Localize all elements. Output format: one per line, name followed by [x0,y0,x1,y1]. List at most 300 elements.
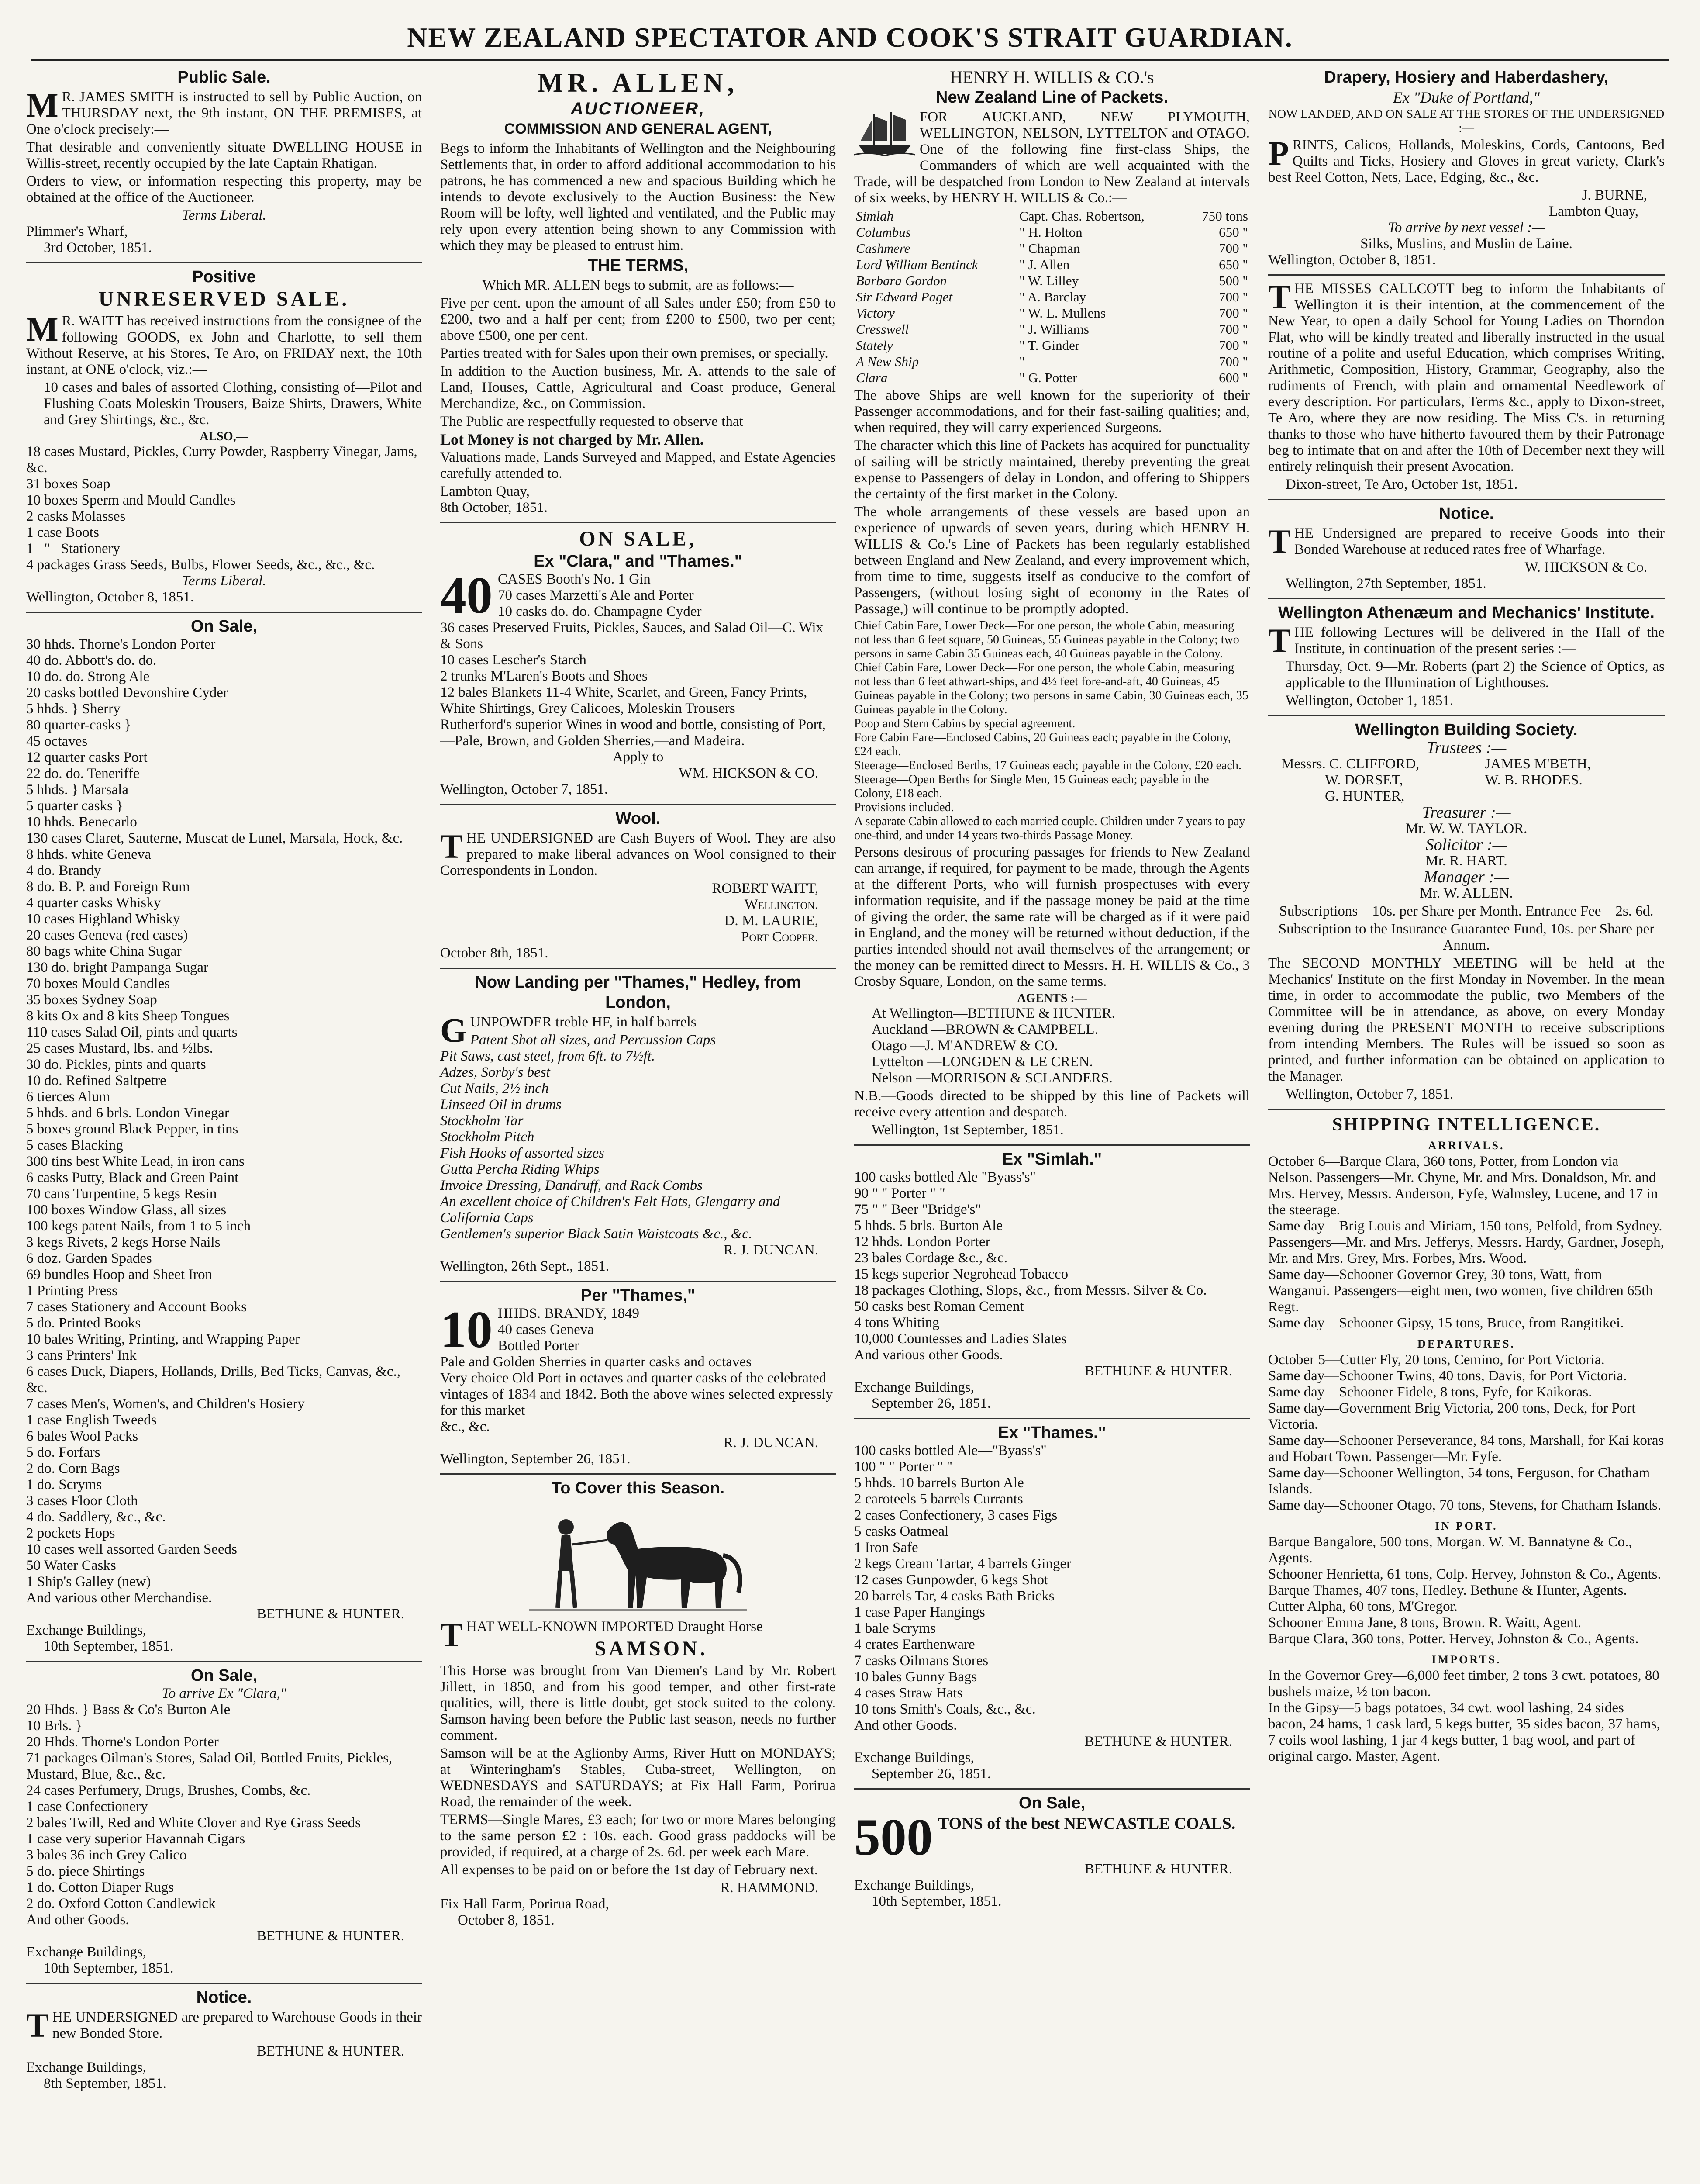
ad-signature: ROBERT WAITT, [712,881,818,896]
list-item: 18 packages Clothing, Slops, &c., from Messrs. Silver & Co. [854,1282,1207,1298]
in-port-list [1268,1534,1665,1647]
ship-name: Simlah [856,208,894,224]
list-item: 10 cases Highland Whisky [26,911,180,927]
imports-list [1268,1668,1665,1765]
ad-body: The Public are respectfully requested to observe that [440,414,743,429]
subsection-heading: DEPARTURES. [1417,1337,1515,1350]
list-item: 6 casks Putty, Black and Green Paint [26,1170,239,1185]
trustee: Messrs. C. CLIFFORD, [1281,756,1420,772]
ad-body: Lot Money is not charged by Mr. Allen. [440,431,704,448]
list-item: 40 cases Geneva [498,1322,594,1337]
ship-master: " W. Lilley [1019,273,1079,288]
list-item: 18 cases Mustard, Pickles, Curry Powder, Raspberry Vinegar, Jams, &c. [26,444,421,476]
ad-item-list [440,1322,836,1435]
column-4 [1259,64,1673,2184]
ad-body: Which MR. ALLEN begs to submit, are as follows:— [482,277,794,293]
list-item: Same day—Schooner Wellington, 54 tons, Ferguson, for Chatham Islands. [1268,1465,1654,1497]
arrivals-list [1268,1154,1668,1331]
ad-heading: ON SALE, [579,527,697,550]
ad-body: That desirable and conveniently situate DWELLING HOUSE in Willis-street, recently occupied by the late Captain Rhatigan. [26,139,422,171]
trustee: G. HUNTER, [1325,788,1405,804]
ad-athenaeum [1268,599,1665,716]
list-item: Pale and Golden Sherries in quarter casks and octaves [440,1354,752,1370]
list-item: Very choice Old Port in octaves and quarter casks of the celebrated vintages of 1834 and 1842. Both the above wines selected expressly for this market [440,1370,837,1418]
list-item: 2 cases Confectionery, 3 cases Figs [854,1507,1058,1523]
ad-date: 8th September, 1851. [44,2076,166,2091]
ad-body: TERMS—Single Mares, £3 each; for two or more Mares belonging to the same person £2 : 10s. each. Good grass paddocks will be provided, if required, at a charge of 2s. 6d. per week each Mare. [440,1812,836,1860]
list-item: 35 boxes Sydney Soap [26,992,157,1008]
list-item: 3 cans Printers' Ink [26,1348,137,1363]
ad-body: This Horse was brought from Van Diemen's Land by Mr. Robert Jillett, in 1850, and from his good temper, and other first-rate qualities, will, there is little doubt, get stock suited to the colony. Samson having been before the Public last season, needs no further comment. [440,1663,836,1743]
ad-date: September 26, 1851. [872,1396,991,1411]
ship-master: " T. Ginder [1019,338,1080,353]
list-item: 30 do. Pickles, pints and quarts [26,1057,206,1072]
ad-arrive-items: Silks, Muslins, and Muslin de Laine. [1360,236,1572,252]
list-item: 5 boxes ground Black Pepper, in tins [26,1121,238,1137]
list-item: Nelson —MORRISON & SCLANDERS. [872,1070,1113,1086]
ad-apply: Apply to [612,749,664,765]
list-item: 130 cases Claret, Sauterne, Muscat de Lunel, Marsala, Hock, &c. [26,830,403,846]
ad-per-thames [440,1282,836,1475]
list-item: Same day—Government Brig Victoria, 200 tons, Deck, for Port Victoria. [1268,1400,1639,1432]
list-item: 5 hhds. 10 barrels Burton Ale [854,1475,1024,1491]
ad-date: October 8th, 1851. [440,945,548,961]
list-item: 5 hhds. } Marsala [26,782,128,798]
list-item: 36 cases Preserved Fruits, Pickles, Sauces, and Salad Oil—C. Wix & Sons [440,620,827,652]
ad-unreserved-sale [26,263,422,613]
ad-body: In addition to the Auction business, Mr. A. attends to the sale of Land, Houses, Cattle, Agricultural and Coast produce, General Merchandize, &c., on Commission. [440,363,836,411]
list-item: 10 tons Smith's Coals, &c., &c. [854,1701,1036,1717]
ship-row [854,224,1250,240]
list-item: 15 kegs superior Negrohead Tobacco [854,1266,1069,1282]
ad-body: The whole arrangements of these vessels are based upon an experience of upwards of seven years, during which HENRY H. WILLIS & Co.'s Line of Packets has been regularly established between England and New Zealand, and every improvement which, from time to time, suggests itself as conducive to the comfort of Passengers, (without losing sight of economy in the Rates of Passage,) will continue to be promptly adopted. [854,504,1250,617]
ad-body: Samson will be at the Aglionby Arms, River Hutt on MONDAYS; at Winteringham's Stables, Cuba-street, Wellington, on WEDNESDAYS and SATURDAYS; at Fix Hall Farm, Porirua Road, the remainder of the week. [440,1745,836,1810]
ad-signature-place: Wellington. [744,897,818,912]
list-item: Same day—Schooner Twins, 40 tons, Davis, for Port Victoria. [1268,1368,1627,1384]
list-item: 80 bags white China Sugar [26,943,182,959]
ad-hickson-notice [1268,500,1665,599]
ad-subheading: To arrive Ex "Clara," [162,1686,286,1701]
ad-signature: R. J. DUNCAN. [723,1242,818,1258]
subsection-heading: IMPORTS. [1431,1653,1501,1666]
ship-tonnage: 500 " [1219,273,1248,288]
ad-body: Begs to inform the Inhabitants of Wellington and the Neighbouring Settlements that, in order to afford additional accommodation to his patrons, he has commenced a new and spacious Building which he intends to devote exclusively to the Auction Business: the New Room will be lofty, well lighted and ventilated, and the Public may rely upon every attention being shown to any Commission with which they may be pleased to entrust him. [440,141,836,253]
list-item: 69 bundles Hoop and Sheet Iron [26,1267,213,1282]
ad-place: Exchange Buildings, [854,1877,974,1893]
list-item: 70 boxes Mould Candles [26,976,170,992]
list-item: Schooner Henrietta, 61 tons, Colp. Hervey, Johnston & Co., Agents. [1268,1566,1661,1582]
list-item: 3 cases Floor Cloth [26,1493,138,1509]
list-item: 6 tierces Alum [26,1089,110,1105]
ad-body: GUNPOWDER treble HF, in half barrels [440,1011,697,1049]
list-item: Gentlemen's superior Black Satin Waistcoats &c., &c. [440,1226,752,1242]
ad-signature: BETHUNE & HUNTER. [1084,1861,1232,1877]
list-item: Poop and Stern Cabins by special agreement. [854,717,1076,730]
list-item: 4 tons Whiting [854,1315,940,1330]
ship-row [854,321,1250,337]
ad-signature: WM. HICKSON & CO. [679,765,818,781]
ship-row [854,240,1250,256]
list-item: And various other Goods. [854,1347,1003,1363]
list-item: 2 trunks M'Laren's Boots and Shoes [440,668,648,684]
ship-row [854,208,1250,224]
ship-tonnage: 600 " [1219,370,1248,385]
ad-signature: J. BURNE, [1582,187,1647,203]
list-item: Same day—Brig Louis and Miriam, 150 tons, Pelfold, from Sydney. Passengers—Mr. and Mrs. Jefferys, Messrs. Hardy, Gardner, Joseph, Mr. and Mrs. Grey, Mrs. Forbes, Mrs. Wood. [1268,1218,1668,1266]
ad-body: The SECOND MONTHLY MEETING will be held at the Mechanics' Institute on the first Monday in November. In the mean time, in order to accommodate the public, two Members of the Committee will be in attendance, as above, on every Monday evening during the PRESENT MONTH to receive subscriptions from intending Members. The Rules will be issued so soon as printed, and further information can be obtained on application to the Manager. [1268,955,1665,1084]
ad-date: Wellington, October 8, 1851. [26,589,194,605]
ad-callcott-school [1268,276,1665,500]
list-item: 100 boxes Window Glass, all sizes [26,1202,227,1218]
list-item: 90 " " Porter " " [854,1185,945,1201]
list-item: Linseed Oil in drums [440,1097,562,1113]
ad-date: Wellington, October 7, 1851. [1286,1086,1454,1102]
list-item: Schooner Emma Jane, 8 tons, Brown. R. Waitt, Agent. [1268,1615,1582,1631]
list-item: 12 hhds. London Porter [854,1234,990,1250]
ad-building-society [1268,716,1665,1110]
list-item: Same day—Schooner Governor Grey, 30 tons, Watt, from Wanganui. Passengers—eight men, two women, five children 65th Regt. [1268,1267,1657,1315]
treasurer-heading: Treasurer :— [1422,803,1511,822]
list-item: 10 do. Refined Saltpetre [26,1073,166,1089]
list-item: 5 do. Forfars [26,1444,100,1460]
ad-date: September 26, 1851. [872,1766,991,1782]
ad-heading: Wellington Athenæum and Mechanics' Institute. [1278,604,1655,622]
ad-place: Exchange Buildings, [854,1750,974,1766]
list-item: 71 packages Oilman's Stores, Salad Oil, Bottled Fruits, Pickles, Mustard, Blue, &c., &c. [26,1750,396,1782]
ship-name: Clara [856,370,888,385]
ad-intro: NOW LANDED, AND ON SALE AT THE STORES OF THE UNDERSIGNED :— [1268,107,1665,135]
list-item: CASES Booth's No. 1 Gin [498,571,651,587]
ad-date: 3rd October, 1851. [44,240,152,256]
ad-date: Wellington, 27th September, 1851. [1286,576,1486,591]
ad-item-list [854,1169,1250,1363]
list-item: Same day—Schooner Perseverance, 84 tons, Marshall, for Kai koras and Hobart Town. Passenger—Mr. Fyfe. [1268,1433,1668,1465]
list-item: 1 Iron Safe [854,1540,918,1555]
ad-willis-packets [854,64,1250,1146]
ad-heading: MR. ALLEN, [538,68,738,98]
ad-heading: On Sale, [190,1666,258,1685]
ad-body: Persons desirous of procuring passages for friends to New Zealand can arrange, if required, for payment to be made, through the Agents at the different Ports, who will furnish prospectuses with every information requisite, and if the passage money be paid at the time of giving the order, the same rate will be charged as if it were paid in England, and the money will be returned without deduction, if the parties intended should not avail themselves of the arrangement; or the money can be remitted direct to Messrs. H. H. WILLIS & Co., 3 Crosby Square, London, on the same terms. [854,844,1250,989]
big-number: 500 [854,1808,933,1866]
list-item: 2 bales Twill, Red and White Clover and Rye Grass Seeds [26,1815,361,1831]
big-number: 10 [440,1300,493,1358]
ad-body: MR. WAITT has received instructions from the consignee of the following GOODS, ex John and Charlotte, to sell them Without Reserve, at his Stores, Te Aro, on FRIDAY next, the 10th instant, at ONE o'clock, viz.:— [26,310,422,377]
ad-body: PRINTS, Calicos, Hollands, Moleskins, Cords, Cantoons, Bed Quilts and Ticks, Hosiery and Gloves in great variety, Clark's best Reel Cotton, Nets, Lace, Edging, &c., &c. [1268,134,1665,185]
horse-illustration-icon [524,1501,752,1614]
ad-signature: BETHUNE & HUNTER. [1084,1734,1232,1749]
list-item: Stockholm Tar [440,1113,524,1129]
list-item: 130 do. bright Pampanga Sugar [26,960,209,975]
list-item: Auckland —BROWN & CAMPBELL. [872,1022,1098,1037]
list-item: 5 hhds. and 6 brls. London Vinegar [26,1105,229,1121]
list-item: 10 bales Writing, Printing, and Wrapping Paper [26,1331,300,1347]
ad-date: 8th October, 1851. [440,500,548,515]
ad-heading: Now Landing per "Thames," Hedley, from London, [475,973,801,1012]
list-item: 8 kits Ox and 8 kits Sheep Tongues [26,1008,230,1024]
trustee: JAMES M'BETH, [1485,756,1591,772]
ad-date: Dixon-street, Te Aro, October 1st, 1851. [1286,477,1518,492]
list-item: 20 casks bottled Devonshire Cyder [26,685,228,701]
ship-row [854,305,1250,321]
ship-row [854,256,1250,273]
list-item: 1 bale Scryms [854,1621,936,1636]
ad-on-sale-clara-thames [440,523,836,805]
ship-row [854,273,1250,289]
treasurer: Mr. W. W. TAYLOR. [1405,821,1528,836]
ad-signature: D. M. LAURIE, [724,913,818,929]
ad-date: October 8, 1851. [458,1912,555,1928]
list-item: 80 quarter-casks } [26,717,131,733]
ship-name: Sir Edward Paget [856,289,953,304]
list-item: Pit Saws, cast steel, from 6ft. to 7½ft. [440,1048,655,1064]
list-item: 1 case Boots [26,525,99,540]
horse-engraving [440,1498,836,1617]
ad-place: Fix Hall Farm, Porirua Road, [440,1896,609,1912]
list-item: 4 packages Grass Seeds, Bulbs, Flower Seeds, &c., &c., &c. [26,557,375,573]
ad-body: The above Ships are well known for the superiority of their Passenger accommodations, and for their fast-sailing qualities; and, when required, they will carry experienced Surgeons. [854,387,1250,435]
list-item: 1 do. Cotton Diaper Rugs [26,1880,174,1895]
ship-tonnage: 650 " [1219,225,1248,240]
ship-name: Columbus [856,225,911,240]
ship-row [854,289,1250,305]
trustees-heading: Trustees :— [1426,739,1507,757]
ad-heading: Per "Thames," [580,1286,696,1305]
trustees-list [1268,756,1665,805]
list-item: 24 cases Perfumery, Drugs, Brushes, Combs, &c. [26,1783,311,1798]
solicitor-heading: Solicitor :— [1425,836,1507,854]
list-item: 7 cases Stationery and Account Books [26,1299,247,1315]
list-item: 20 barrels Tar, 4 casks Bath Bricks [854,1588,1055,1604]
list-item: 5 do. Printed Books [26,1315,141,1331]
list-item: 10,000 Countesses and Ladies Slates [854,1331,1067,1347]
list-item: 70 cases Marzetti's Ale and Porter [498,587,694,603]
list-item: 100 " " Porter " " [854,1459,953,1475]
list-item: 5 casks Oatmeal [854,1524,949,1539]
list-item: 30 hhds. Thorne's London Porter [26,636,216,652]
list-item: 4 quarter casks Whisky [26,895,161,911]
ad-place: Plimmer's Wharf, [26,224,128,239]
column-2 [431,64,845,2184]
list-item: 1 Ship's Galley (new) [26,1574,151,1590]
list-item: In the Governor Grey—6,000 feet timber, 2 tons 3 cwt. potatoes, 80 bushels maize, ½ ton bacon. [1268,1668,1663,1700]
agents-heading: AGENTS :— [1017,992,1087,1005]
list-item: Cut Nails, 2½ inch [440,1081,549,1096]
ad-body: THE following Lectures will be delivered in the Hall of the Institute, in continuation of the present series :— [1268,622,1665,660]
ad-on-sale-clara [26,1662,422,1984]
ship-tonnage: 700 " [1219,289,1248,304]
ship-tonnage: 700 " [1219,321,1248,337]
ad-now-landing [440,969,836,1282]
list-item: Steerage—Open Berths for Single Men, 15 Guineas each; payable in the Colony, £18 each. [854,773,1212,800]
ad-date: 10th September, 1851. [44,1638,174,1654]
ad-body: All expenses to be paid on or before the 1st day of February next. [440,1862,818,1878]
list-item: Fore Cabin Fare—Enclosed Cabins, 20 Guineas each; payable in the Colony, £24 each. [854,731,1234,758]
ad-signature: R. HAMMOND. [720,1880,818,1896]
ad-place: Exchange Buildings, [26,2060,146,2075]
column-3 [845,64,1259,2184]
ad-ex-simlah [854,1146,1250,1419]
list-item: 10 casks do. do. Champagne Cyder [498,604,702,619]
ad-heading: Ex "Simlah." [1002,1150,1102,1168]
list-item: 110 cases Salad Oil, pints and quarts [26,1024,238,1040]
list-item: 10 bales Gunny Bags [854,1669,977,1685]
ship-tonnage: 700 " [1219,241,1248,256]
list-item: Rutherford's superior Wines in wood and bottle, consisting of Port,—Pale, Brown, and Golden Sherries,—and Madeira. [440,717,826,749]
list-item: 1 Printing Press [26,1283,118,1299]
ad-place: Lambton Quay, [1549,204,1638,219]
list-item: October 6—Barque Clara, 360 tons, Potter, from London via Nelson. Passengers—Mr. Chyne, Mr. and Mrs. Donaldson, Mr. and Mrs. Hervey, Messrs. Anderson, Fyfe, Walmsley, Lucene, and 17 in the steerage. [1268,1154,1662,1218]
list-item: And other Goods. [26,1912,129,1928]
masthead: NEW ZEALAND SPECTATOR AND COOK'S STRAIT GUARDIAN. [31,16,1669,61]
ship-tonnage: 700 " [1219,305,1248,321]
ad-date: Wellington, 26th Sept., 1851. [440,1258,609,1274]
list-item: 1 case very superior Havannah Cigars [26,1831,245,1847]
ad-heading: HENRY H. WILLIS & CO.'s [950,67,1154,87]
ship-tonnage: 700 " [1219,354,1248,369]
ad-heading: On Sale, [1018,1794,1086,1812]
ship-name: Victory [856,305,895,321]
ad-item-list [26,1702,422,1928]
ad-body: Subscription to the Insurance Guarantee Fund, 10s. per Share per Annum. [1278,921,1655,953]
ad-body: THE MISSES CALLCOTT beg to inform the Inhabitants of Wellington it is their intention, at the commencement of the New Year, to open a daily School for Young Ladies on Thorndon Flat, who will be kindly treated and liberally instructed in the usual routine of a polite and useful Education, which comprises Writing, Arithmetic, Composition, History, Grammar, Geography, also the rudiments of French, with plain and ornamental Needlework of every description. For particulars, Terms &c., apply to Dixon-street, Te Aro, where they are now residing. The Miss C's. in returning thanks to those who have hitherto favoured them by their Patronage beg to intimate that on and after the 10th of December next they will entirely relinquish their present Avocation. [1268,278,1665,474]
list-item: And other Goods. [854,1717,957,1733]
ship-name: Cresswell [856,321,909,337]
ad-heading: Wool. [615,809,661,828]
list-item: 2 do. Oxford Cotton Candlewick [26,1896,216,1911]
ad-body: THE Undersigned are prepared to receive Goods into their Bonded Warehouse at reduced rates free of Wharfage. [1268,522,1665,560]
ad-body: Subscriptions—10s. per Share per Month. Entrance Fee—2s. 6d. [1279,903,1654,919]
ad-also: ALSO,— [200,430,248,443]
ad-signature: R. J. DUNCAN. [723,1435,818,1451]
list-item: Lyttelton —LONGDEN & LE CREN. [872,1054,1093,1070]
ship-master: " J. Williams [1019,321,1089,337]
manager: Mr. W. ALLEN. [1420,885,1513,901]
ad-item: 10 cases and bales of assorted Clothing, consisting of—Pilot and Flushing Coats Moleskin Trousers, Baize Shirts, Drawers, White and Grey Shirtings, &c., &c. [44,380,422,428]
list-item: 12 cases Gunpowder, 6 kegs Shot [854,1572,1048,1588]
list-item: 5 do. piece Shirtings [26,1863,145,1879]
horse-name: SAMSON. [594,1637,708,1660]
ad-body: THE UNDERSIGNED are Cash Buyers of Wool. They are also prepared to make liberal advances on Wool consigned to their Correspondents in London. [440,827,836,878]
list-item: 20 cases Geneva (red cases) [26,927,188,943]
ad-body: Five per cent. upon the amount of all Sales under £50; from £50 to £200, two and a half per cent; from £200 to £500, two per cent; above £500, one per cent. [440,295,836,343]
list-item: 10 cases well assorted Garden Seeds [26,1541,237,1557]
ad-date: 10th September, 1851. [44,1960,174,1976]
ad-heading: Wellington Building Society. [1355,721,1578,739]
ship-name: Cashmere [856,241,910,256]
ad-place: Lambton Quay, [440,484,530,499]
list-item: 5 quarter casks } [26,798,124,814]
list-item: 4 cases Straw Hats [854,1685,963,1701]
ad-heading: Ex "Thames." [998,1424,1106,1442]
list-item: 100 casks bottled Ale—"Byass's" [854,1443,1047,1458]
list-item: 1 do. Scryms [26,1477,102,1493]
solicitor: Mr. R. HART. [1425,853,1507,869]
ship-name: Barbara Gordon [856,273,947,288]
ad-body: The character which this line of Packets has acquired for punctuality of sailing will be strictly maintained, thereby preventing the great expense to Passengers of delay in London, and offering to Shippers the certainty of the first market in the Colony. [854,438,1250,502]
list-item: Same day—Schooner Otago, 70 tons, Stevens, for Chatham Islands. [1268,1497,1662,1513]
list-item: HHDS. BRANDY, 1849 [498,1306,639,1321]
ad-subheading: Ex "Duke of Portland," [1393,89,1540,106]
list-item: 75 " " Beer "Bridge's" [854,1202,981,1217]
list-item: 50 casks best Roman Cement [854,1299,1024,1314]
subsection-heading: IN PORT. [1435,1520,1498,1532]
ad-body: FOR AUCKLAND, NEW PLYMOUTH, WELLINGTON, NELSON, LYTTELTON and OTAGO. One of the following fine first-class Ships, the Commanders of which are well acquainted with the Trade, will be despatched from London to New Zealand at intervals of six weeks, by HENRY H. WILLIS & Co.:— [854,109,1250,206]
list-item: And various other Merchandise. [26,1590,212,1606]
list-item: Chief Cabin Fare, Lower Deck—For one person, the whole Cabin, measuring not less than 6 feet square, 50 Guineas, 55 Guineas payable in the Colony; two persons in same Cabin 35 Guineas each, 40 Guineas payable in the Colony. [854,619,1242,660]
ad-horse-samson [440,1475,836,1935]
list-item: Same day—Schooner Fidele, 8 tons, Fyfe, for Kaikoras. [1268,1384,1592,1400]
ship-row [854,370,1250,386]
ad-place: Exchange Buildings, [26,1622,146,1638]
list-item: 3 kegs Rivets, 2 kegs Horse Nails [26,1234,221,1250]
trustee: W. B. RHODES. [1485,772,1583,788]
list-item: An excellent choice of Children's Felt Hats, Glengarry and California Caps [440,1194,784,1226]
list-item: Otago —J. M'ANDREW & CO. [872,1038,1059,1054]
list-item: 1 case Paper Hangings [854,1604,985,1620]
list-item: 10 boxes Sperm and Mould Candles [26,492,236,508]
list-item: 6 cases Duck, Diapers, Hollands, Drills, Bed Ticks, Canvas, &c., &c. [26,1364,404,1396]
ad-arrive: To arrive by next vessel :— [1388,220,1545,235]
trustee: W. DORSET, [1325,772,1403,788]
ship-name: Stately [856,338,893,353]
ad-heading: To Cover this Season. [551,1479,725,1497]
list-item: Same day—Schooner Gipsy, 15 tons, Bruce, from Rangitikei. [1268,1315,1624,1331]
list-item: 7 cases Men's, Women's, and Children's Hosiery [26,1396,305,1412]
list-item: A separate Cabin allowed to each married couple. Children under 7 years to pay one-third, and under 14 years two-thirds Passage Money. [854,815,1248,842]
list-item: October 5—Cutter Fly, 20 tons, Cemino, for Port Victoria. [1268,1352,1605,1368]
list-item: 25 cases Mustard, lbs. and ½lbs. [26,1040,214,1056]
ship-list-table [854,208,1250,386]
ship-row [854,353,1250,370]
column-1 [17,64,431,2184]
list-item: 40 do. Abbott's do. do. [26,653,157,668]
list-item: 1 " Stationery [26,541,121,556]
list-item: 300 tins best White Lead, in iron cans [26,1154,245,1169]
ad-allen-auctioneer [440,64,836,523]
list-item: 22 do. do. Teneriffe [26,766,140,781]
ad-date: Wellington, September 26, 1851. [440,1451,631,1467]
list-item: 2 casks Molasses [26,508,126,524]
ad-subheading: AUCTIONEER, [570,99,706,118]
ad-heading: UNRESERVED SALE. [98,287,350,311]
list-item: 10 cases Lescher's Starch [440,652,586,668]
ship-engraving [854,110,915,162]
departures-list [1268,1352,1668,1514]
section-heading: SHIPPING INTELLIGENCE. [1332,1115,1601,1135]
ad-item-list [440,1032,836,1242]
ship-name: Lord William Bentinck [856,257,978,272]
ad-signature-place: Port Cooper. [741,929,818,945]
list-item: 5 cases Blacking [26,1137,123,1153]
list-item: 5 hhds. 5 brls. Burton Ale [854,1218,1003,1234]
list-item: 20 Hhds. } Bass & Co's Burton Ale [26,1702,231,1717]
list-item: Barque Thames, 407 tons, Hedley. Bethune & Hunter, Agents. [1268,1583,1627,1598]
ad-subheading: Ex "Clara," and "Thames." [534,552,742,570]
list-item: 7 casks Oilmans Stores [854,1653,989,1669]
ad-heading: Positive [192,268,256,286]
subsection-heading: ARRIVALS. [1428,1139,1505,1152]
ad-place: Exchange Buildings, [854,1379,974,1395]
ad-terms: Terms Liberal. [182,207,266,223]
list-item: Barque Bangalore, 500 tons, Morgan. W. M. Bannatyne & Co., Agents. [1268,1534,1635,1566]
agents-list [854,1006,1250,1086]
list-item: 12 quarter casks Port [26,750,148,765]
ad-ex-thames [854,1419,1250,1790]
ad-heading: THE TERMS, [587,256,689,275]
list-item: Cutter Alpha, 60 tons, M'Gregor. [1268,1599,1458,1614]
ad-date: Wellington, October 8, 1851. [1268,252,1436,268]
list-item: 23 bales Cordage &c., &c. [854,1250,1007,1266]
